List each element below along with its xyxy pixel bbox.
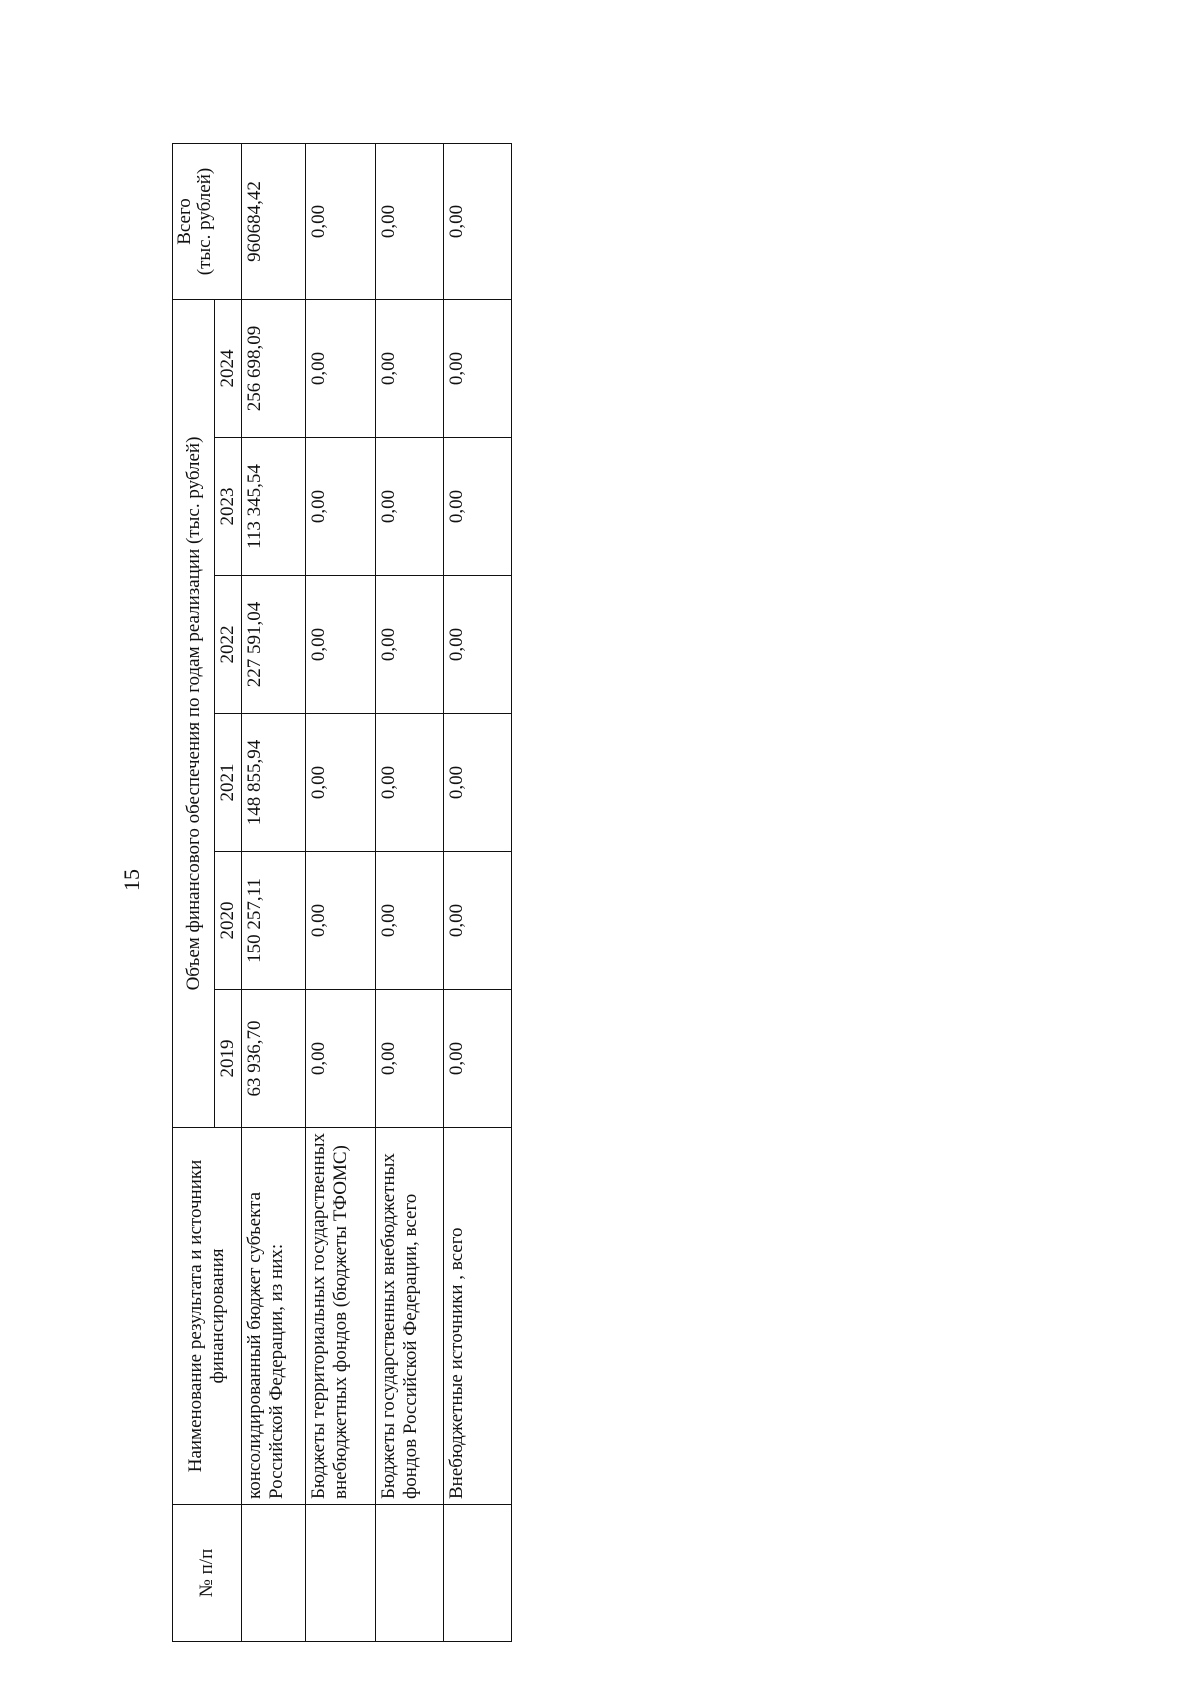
row-value: 63 936,70 xyxy=(242,990,306,1128)
row-name: Бюджеты территориальных государственных внебюджетных фондов (бюджеты ТФОМС) xyxy=(306,1128,376,1505)
row-value: 0,00 xyxy=(444,438,512,576)
row-total: 960684,42 xyxy=(242,144,306,300)
row-value: 0,00 xyxy=(444,852,512,990)
header-total-line1: Всего xyxy=(174,198,195,245)
header-year: 2023 xyxy=(215,438,242,576)
row-value: 256 698,09 xyxy=(242,300,306,438)
header-year: 2024 xyxy=(215,300,242,438)
header-year: 2021 xyxy=(215,714,242,852)
row-value: 0,00 xyxy=(376,990,444,1128)
header-name: Наименование результата и источники финансирования xyxy=(173,1128,242,1505)
header-num: № п/п xyxy=(173,1505,242,1642)
row-value: 0,00 xyxy=(444,576,512,714)
row-num xyxy=(444,1505,512,1642)
row-value: 150 257,11 xyxy=(242,852,306,990)
row-num xyxy=(242,1505,306,1642)
row-value: 0,00 xyxy=(444,300,512,438)
row-value: 0,00 xyxy=(306,576,376,714)
row-num xyxy=(306,1505,376,1642)
table-row xyxy=(376,144,444,1642)
row-value: 0,00 xyxy=(306,990,376,1128)
row-value: 0,00 xyxy=(306,714,376,852)
row-value: 0,00 xyxy=(376,852,444,990)
header-volume: Объем финансового обеспечения по годам реализации (тыс. рублей) xyxy=(173,300,215,1128)
page-number: 15 xyxy=(119,869,144,891)
row-value: 113 345,54 xyxy=(242,438,306,576)
row-value: 0,00 xyxy=(444,990,512,1128)
row-value: 0,00 xyxy=(376,300,444,438)
row-value: 0,00 xyxy=(306,852,376,990)
header-year: 2019 xyxy=(215,990,242,1128)
row-total: 0,00 xyxy=(444,144,512,300)
row-value: 0,00 xyxy=(306,438,376,576)
header-total xyxy=(173,144,242,300)
row-value: 0,00 xyxy=(376,714,444,852)
row-value: 227 591,04 xyxy=(242,576,306,714)
financing-table xyxy=(172,143,512,1642)
row-name: Бюджеты государственных внебюджетных фондов Российской Федерации, всего xyxy=(376,1128,444,1505)
financing-table-wrapper xyxy=(172,144,508,1642)
table-row xyxy=(242,144,306,1642)
table-row xyxy=(306,144,376,1642)
row-num xyxy=(376,1505,444,1642)
row-value: 148 855,94 xyxy=(242,714,306,852)
row-total: 0,00 xyxy=(376,144,444,300)
header-total-line2: (тыс. рублей) xyxy=(194,167,215,276)
table-row xyxy=(444,144,512,1642)
row-total: 0,00 xyxy=(306,144,376,300)
header-year: 2022 xyxy=(215,576,242,714)
row-name: Внебюджетные источники , всего xyxy=(444,1128,512,1505)
header-year: 2020 xyxy=(215,852,242,990)
row-value: 0,00 xyxy=(306,300,376,438)
row-name: консолидированный бюджет субъекта Российской Федерации, из них: xyxy=(242,1128,306,1505)
row-value: 0,00 xyxy=(444,714,512,852)
row-value: 0,00 xyxy=(376,576,444,714)
row-value: 0,00 xyxy=(376,438,444,576)
